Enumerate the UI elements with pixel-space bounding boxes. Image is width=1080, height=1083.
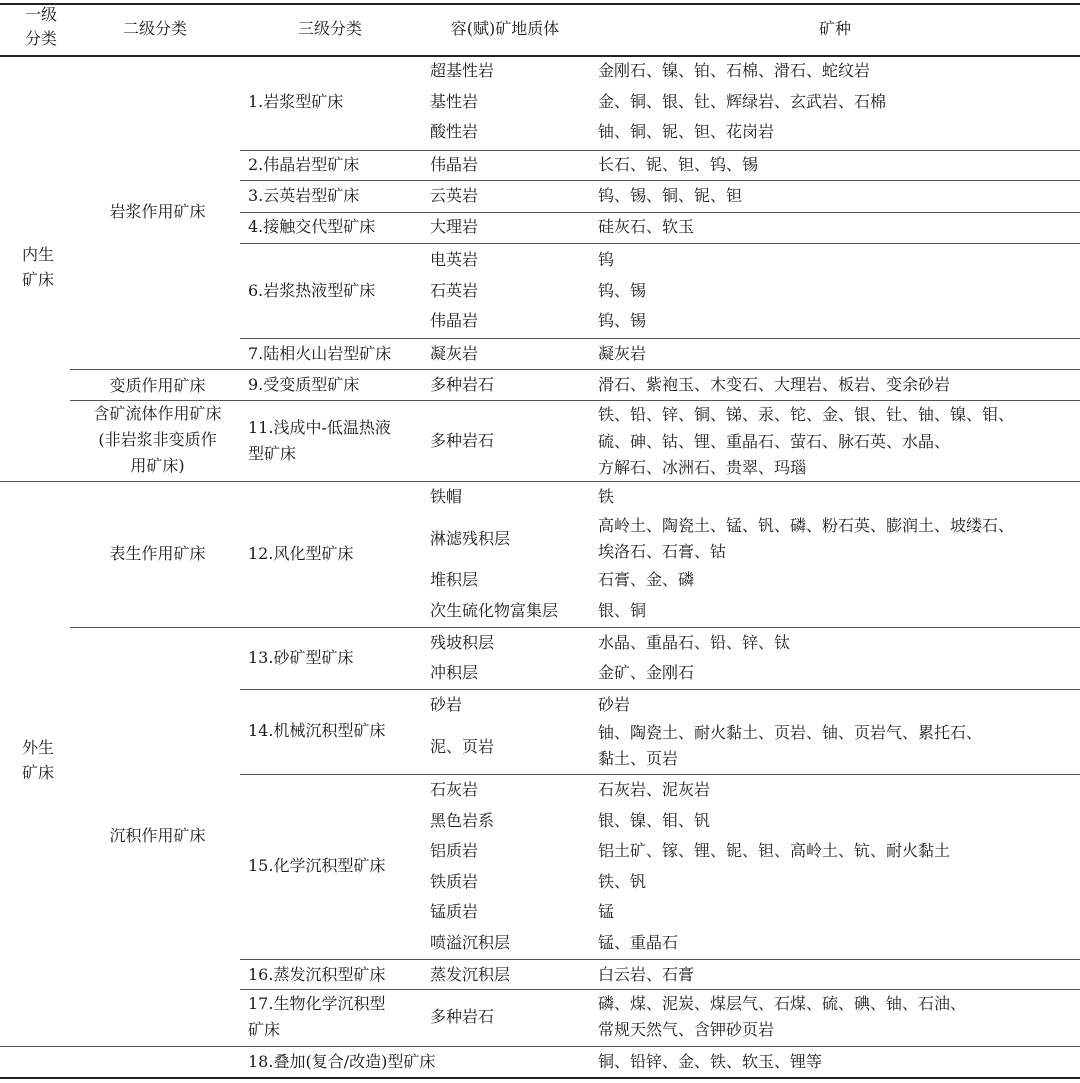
host-rock: 酸性岩 — [430, 122, 479, 141]
host-rock: 石英岩 — [430, 281, 479, 300]
header-host-rock: 容(赋)矿地质体 — [450, 19, 560, 38]
level2-metamorphic: 变质作用矿床 — [109, 376, 206, 395]
level2-sedimentary: 沉积作用矿床 — [109, 826, 206, 845]
host-rock: 残坡积层 — [430, 633, 495, 652]
host-rock: 伟晶岩 — [430, 311, 479, 330]
rule — [240, 959, 1080, 960]
level3-item: 16.蒸发沉积型矿床 — [248, 965, 386, 984]
host-rock: 铁质岩 — [430, 872, 479, 891]
host-rock: 石灰岩 — [430, 780, 479, 799]
minerals: 高岭土、陶瓷土、锰、钒、磷、粉石英、膨润土、坡缕石、 埃洛石、石膏、钴 — [598, 516, 1015, 561]
header-bottom-rule — [0, 55, 1080, 57]
level3-item: 4.接触交代型矿床 — [248, 217, 376, 236]
level2-magmatic: 岩浆作用矿床 — [109, 202, 206, 221]
host-rock: 电英岩 — [430, 250, 479, 269]
level3-item: 7.陆相火山岩型矿床 — [248, 344, 392, 363]
minerals: 石膏、金、磷 — [598, 570, 695, 589]
table-top-rule — [0, 3, 1080, 5]
minerals: 铀、陶瓷土、耐火黏土、页岩、铀、页岩气、累托石、 黏土、页岩 — [598, 723, 983, 768]
minerals: 铁、铅、锌、铜、锑、汞、铊、金、银、钍、铀、镍、钼、 硫、砷、钴、锂、重晶石、萤石、脉石英、水晶、 方解石、冰洲石、贵翠、玛瑙 — [598, 405, 1015, 477]
minerals: 铁、钒 — [598, 872, 647, 891]
host-rock: 凝灰岩 — [430, 344, 479, 363]
host-rock: 基性岩 — [430, 92, 479, 111]
rule — [70, 627, 1080, 628]
level2-fluid: 含矿流体作用矿床 (非岩浆非变质作 用矿床) — [93, 404, 222, 475]
header-level3: 三级分类 — [297, 19, 362, 38]
level3-item: 11.浅成中-低温热液 型矿床 — [248, 418, 391, 463]
level1-exogenic: 外生 矿床 — [21, 738, 54, 782]
minerals: 白云岩、石膏 — [598, 965, 695, 984]
minerals: 铜、铅锌、金、铁、软玉、锂等 — [598, 1052, 823, 1071]
minerals: 银、镍、钼、钒 — [598, 811, 711, 830]
level2-supergene: 表生作用矿床 — [109, 544, 206, 563]
host-rock: 云英岩 — [430, 186, 479, 205]
host-rock: 泥、页岩 — [430, 737, 495, 756]
minerals: 铝土矿、镓、锂、铌、钽、高岭土、钪、耐火黏土 — [598, 841, 951, 860]
host-rock: 淋滤残积层 — [430, 529, 511, 548]
minerals: 钨 — [598, 250, 615, 269]
header-minerals: 矿种 — [818, 19, 851, 38]
host-rock: 蒸发沉积层 — [430, 965, 511, 984]
host-rock: 大理岩 — [430, 217, 479, 236]
level3-item: 13.砂矿型矿床 — [248, 648, 354, 667]
minerals: 石灰岩、泥灰岩 — [598, 780, 711, 799]
host-rock: 伟晶岩 — [430, 155, 479, 174]
level3-item: 1.岩浆型矿床 — [248, 92, 344, 111]
minerals: 铁 — [598, 487, 615, 506]
level3-item: 3.云英岩型矿床 — [248, 186, 360, 205]
minerals: 硅灰石、软玉 — [598, 217, 695, 236]
host-rock: 超基性岩 — [430, 61, 495, 80]
rule — [70, 369, 1080, 370]
host-rock: 铁帽 — [430, 487, 463, 506]
host-rock: 冲积层 — [430, 663, 479, 682]
rule — [240, 774, 1080, 775]
rule — [240, 243, 1080, 244]
host-rock: 多种岩石 — [430, 1007, 495, 1026]
header-level1: 一级 分类 — [24, 5, 57, 48]
rule — [240, 150, 1080, 151]
host-rock: 锰质岩 — [430, 902, 479, 921]
minerals: 锰 — [598, 902, 615, 921]
header-level2: 二级分类 — [122, 19, 187, 38]
host-rock: 多种岩石 — [430, 431, 495, 450]
host-rock: 铝质岩 — [430, 841, 479, 860]
minerals: 砂岩 — [598, 695, 631, 714]
minerals: 铀、铜、铌、钽、花岗岩 — [598, 122, 775, 141]
level3-item: 12.风化型矿床 — [248, 544, 354, 563]
level3-item: 6.岩浆热液型矿床 — [248, 281, 376, 300]
host-rock: 多种岩石 — [430, 375, 495, 394]
minerals: 滑石、紫袍玉、木变石、大理岩、板岩、变余砂岩 — [598, 375, 951, 394]
level3-item: 17.生物化学沉积型 矿床 — [248, 994, 386, 1039]
level3-item: 14.机械沉积型矿床 — [248, 721, 386, 740]
minerals: 钨、锡 — [598, 311, 647, 330]
minerals: 磷、煤、泥炭、煤层气、石煤、硫、碘、铀、石油、 常规天然气、含钾砂页岩 — [598, 994, 967, 1039]
table-bottom-rule — [0, 1077, 1080, 1079]
rule — [240, 180, 1080, 181]
minerals: 凝灰岩 — [598, 344, 647, 363]
level3-item: 18.叠加(复合/改造)型矿床 — [248, 1052, 436, 1071]
level1-endogenic: 内生 矿床 — [21, 245, 54, 289]
minerals: 金矿、金刚石 — [598, 663, 695, 682]
minerals: 钨、锡 — [598, 281, 647, 300]
level3-item: 15.化学沉积型矿床 — [248, 856, 386, 875]
host-rock: 堆积层 — [430, 570, 479, 589]
host-rock: 次生硫化物富集层 — [430, 601, 559, 620]
host-rock: 砂岩 — [430, 695, 463, 714]
minerals: 金刚石、镍、铂、石棉、滑石、蛇纹岩 — [598, 61, 871, 80]
minerals: 长石、铌、钽、钨、锡 — [598, 155, 759, 174]
rule — [0, 1046, 1080, 1047]
rule — [240, 338, 1080, 339]
minerals: 锰、重晶石 — [598, 933, 679, 952]
minerals: 金、铜、银、钍、辉绿岩、玄武岩、石棉 — [598, 92, 887, 111]
rule — [240, 689, 1080, 690]
minerals: 水晶、重晶石、铅、锌、钛 — [598, 633, 791, 652]
minerals: 钨、锡、铜、铌、钽 — [598, 186, 743, 205]
minerals: 银、铜 — [598, 601, 647, 620]
level3-item: 2.伟晶岩型矿床 — [248, 155, 360, 174]
level3-item: 9.受变质型矿床 — [248, 375, 360, 394]
rule — [240, 212, 1080, 213]
host-rock: 喷溢沉积层 — [430, 933, 511, 952]
rule — [240, 989, 1080, 990]
host-rock: 黑色岩系 — [430, 811, 495, 830]
